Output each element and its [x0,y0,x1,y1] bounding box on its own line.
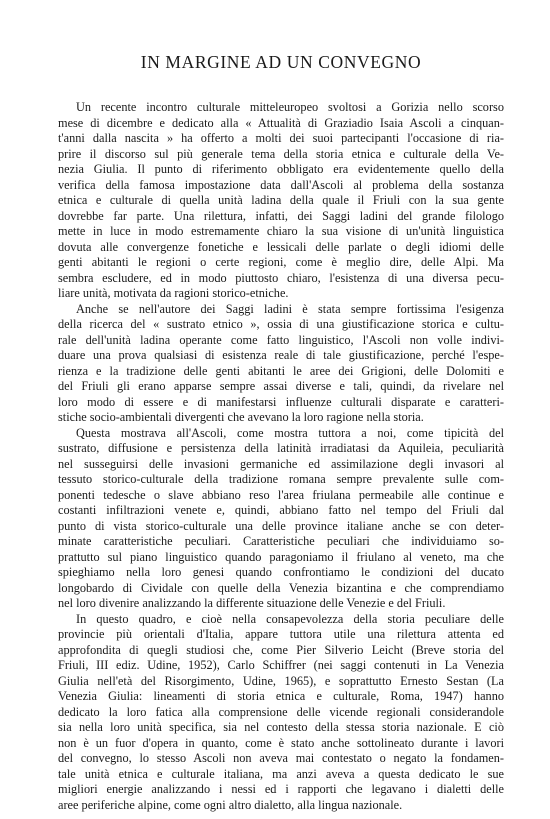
text-line: approfondita di quegli studiosi che, come Pier Silverio Leicht (Breve storia del [58,642,504,657]
text-line: t'anni dalla nascita » ha offerto a molti dei suoi partecipanti l'occasione di ria- [58,131,504,145]
text-line: costanti infiltrazioni venete e, quindi, abbiano fatto nel tempo del Friuli dal [58,503,504,517]
paragraph-2 [58,302,504,426]
text-line: punto di vista storico-culturale una delle province italiane anche se con deter- [58,518,504,533]
text-line: liare unità, motivata da ragioni storico-etniche. [58,286,289,300]
text-line: Anche se nell'autore dei Saggi ladini è stata sempre fortissima l'esigenza [76,301,504,316]
text-line: rienza e la tradizione delle genti abitanti le aree dei Grigioni, delle Dolomiti e [58,363,504,378]
paragraph-3 [58,426,504,612]
text-line: sembra escludere, ed in modo piuttosto chiaro, l'esistenza di una diversa pecu- [58,270,504,285]
page-title: IN MARGINE AD UN CONVEGNO [140,52,422,72]
text-line: spieghiamo nella loro genesi quando confrontiamo le condizioni del ducato [58,565,504,579]
text-line: tale unità etnica e culturale italiana, ma anzi aveva a questa dedicato le sue [58,766,504,781]
paragraph-4 [58,612,504,814]
text-line: verifica della famosa impostazione data dall'Ascoli al problema della sostanza [58,177,504,192]
text-line: sustrato, diffusione e persistenza della latinità irradiatasi da Aquileia, peculiarità [58,441,504,455]
text-line: longobardo di Cividale con quelle della Venezia bizantina e che comprendiamo [58,580,504,595]
text-line: Venezia Giulia: lineamenti di storia etnica e culturale, Roma, 1947) hanno [58,689,504,703]
text-line: nel loro divenire analizzando la differente situazione delle Venezie e del Friuli. [58,596,446,610]
text-line: genti abitanti le regioni o certe regioni, come è meglio dire, delle Alpi. Ma [58,255,504,269]
paragraph-1 [58,100,504,302]
text-line: mese di dicembre e dedicato alla « Attualità di Graziadio Isaia Ascoli a cinquan- [58,115,504,130]
text-line: sia nella loro unità specifica, sia nel contesto della stessa storia nazionale. E ciò [58,720,504,734]
text-line: non è un fuor d'opera in quanto, come è stato anche sottolineato durante i lavori [58,735,504,750]
text-line: tessuto storico-culturale della tradizione romana sempre prevalente sulle com- [58,472,504,486]
text-line: minate caratteristiche peculiari. Caratteristiche peculiari che individuiamo so- [58,534,504,548]
text-line: duare una prova qualsiasi di esistenza reale di tale giustificazione, perché l'espe- [58,348,504,362]
text-line: Friuli, III ediz. Udine, 1952), Carlo Schiffrer (nei saggi contenuti in La Venezia [58,658,504,672]
article-body [58,100,504,813]
text-line: etnica e culturale di quella unità ladina della quale il Friuli con la sua gente [58,193,504,207]
text-line: del convegno, lo stesso Ascoli non aveva mai contestato o negato la fondamen- [58,751,504,765]
text-line: migliori energie analizzando i nessi ed i rapporti che legavano i dialetti delle [58,782,504,796]
text-line: loro modo di essere e di manifestarsi influenze culturali disparate e caratteri- [58,394,504,409]
text-line: della ricerca del « sustrato etnico », ossia di una giustificazione storica e cultu- [58,317,504,331]
text-line: Giulia nell'età del Risorgimento, Udine, 1965), e soprattutto Ernesto Sestan (La [58,673,504,688]
text-line: stiche socio-ambientali divergenti che avevano la loro ragione nella storia. [58,410,424,424]
text-line: mette in luce in modo estremamente chiaro la sua visione di un'unità linguistica [58,224,504,238]
text-line: aree periferiche alpine, come ogni altro dialetto, alla lingua nazionale. [58,797,403,812]
text-line: del Friuli gli erano apparse sempre assai diverse e tali, quindi, da rivelare nel [58,379,504,393]
text-line: provincie più orientali d'Italia, appare tuttora utile una rilettura attenta ed [58,627,504,641]
text-line: Questa mostrava all'Ascoli, come mostra tuttora a noi, come tipicità del [76,425,504,440]
text-line: In questo quadro, e cioè nella consapevolezza della storia peculiare delle [76,611,504,626]
text-line: dedicato la loro fatica alla comprensione delle vicende regionali considerandole [58,704,504,719]
text-line: nezia Giulia. Il punto di riferimento obbligato era evidentemente quello della [58,162,504,176]
text-line: dovuta alle convergenze fonetiche e lessicali delle parlate o degli idiomi delle [58,239,504,254]
text-line: ponenti tedesche o slave abbiano reso l'area friulana permeabile alle continue e [58,487,504,502]
text-line: Un recente incontro culturale mitteleuropeo svoltosi a Gorizia nello scorso [76,100,504,114]
text-line: prire il discorso sul più generale tema della storia etnica e culturale della Ve- [58,146,504,161]
text-line: rale dell'unità ladina operante come fatto linguistico, l'Ascoli non volle indivi- [58,332,504,347]
text-line: dovrebbe far parte. Una rilettura, infatti, dei Saggi ladini del grande filologo [58,208,504,223]
text-line: nel susseguirsi delle invasioni germaniche ed assimilazione degli invasori al [58,456,504,471]
text-line: prattutto sul piano linguistico quando paragoniamo il friulano al veneto, ma che [58,549,504,564]
